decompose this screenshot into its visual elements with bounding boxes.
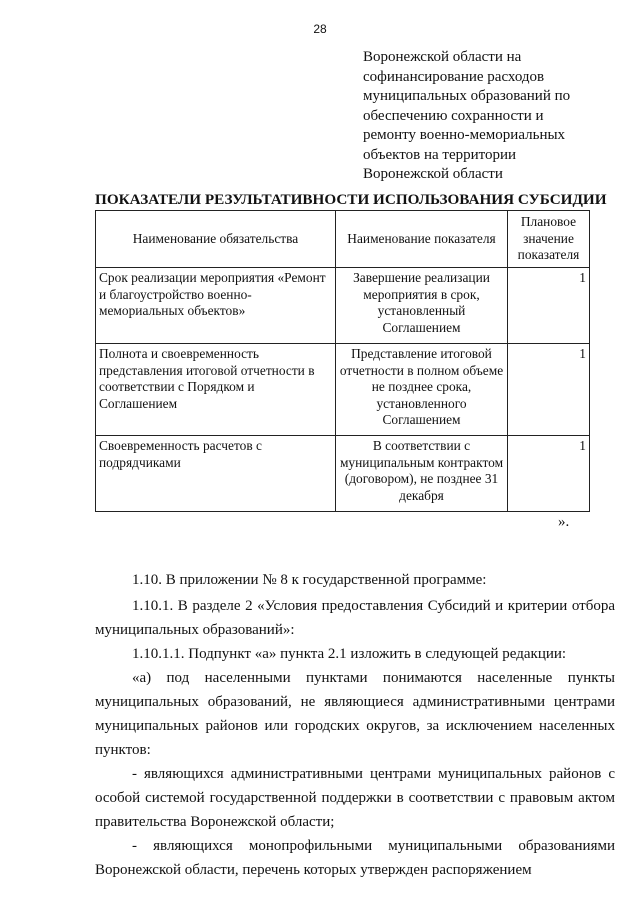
table-row	[96, 436, 590, 512]
obligation-cell: Своевременность расчетов с подрядчиками	[96, 436, 336, 512]
paragraph: 1.10.1. В разделе 2 «Условия предоставления Субсидий и критерии отбора муниципальных образований»:	[95, 598, 615, 638]
appendix-header-note	[363, 48, 623, 185]
section-title: ПОКАЗАТЕЛИ РЕЗУЛЬТАТИВНОСТИ ИСПОЛЬЗОВАНИЯ СУБСИДИИ	[95, 191, 607, 208]
indicator-cell: В соответствии с муниципальным контрактом (договором), не позднее 31 декабря	[336, 436, 508, 512]
paragraph: - являющихся монопрофильными муниципальными образованиями Воронежской области, перечень которых утвержден распоряжением	[95, 838, 615, 878]
column-header-indicator: Наименование показателя	[336, 211, 508, 268]
column-header-obligation: Наименование обязательства	[96, 211, 336, 268]
indicator-cell: Представление итоговой отчетности в полном объеме не позднее срока, установленного Соглашением	[336, 344, 508, 436]
header-note-line: обеспечению сохранности и	[363, 107, 544, 124]
header-note-line: софинансирование расходов	[363, 68, 545, 85]
paragraph: 1.10. В приложении № 8 к государственной программе:	[132, 572, 487, 588]
table-header-row	[96, 211, 590, 268]
header-note-line: Воронежской области на	[363, 49, 522, 65]
closing-quote: ».	[558, 514, 570, 530]
planned-value-cell: 1	[508, 344, 590, 436]
table-row	[96, 344, 590, 436]
paragraph: - являющихся административными центрами муниципальных районов с особой системой государственной поддержки в соответствии с правовым актом правительства Воронежской области;	[95, 766, 615, 830]
obligation-cell: Полнота и своевременность представления итоговой отчетности в соответствии с Порядком и Соглашением	[96, 344, 336, 436]
header-note-line: Воронежской области	[363, 166, 503, 182]
paragraph: 1.10.1.1. Подпункт «а» пункта 2.1 изложить в следующей редакции:	[132, 646, 567, 662]
obligation-cell: Срок реализации мероприятия «Ремонт и благоустройство военно-мемориальных объектов»	[96, 268, 336, 344]
header-note-line: объектов на территории	[363, 146, 517, 163]
header-note-line: муниципальных образований по	[363, 88, 571, 104]
planned-value-cell: 1	[508, 268, 590, 344]
column-header-planned-value: Плановое значение показателя	[508, 211, 590, 268]
header-note-line: ремонту военно-мемориальных	[363, 127, 566, 143]
indicators-table	[95, 210, 590, 512]
body-text	[95, 568, 615, 882]
indicator-cell: Завершение реализации мероприятия в срок, установленный Соглашением	[336, 268, 508, 344]
planned-value-cell: 1	[508, 436, 590, 512]
table-row	[96, 268, 590, 344]
paragraph: «а) под населенными пунктами понимаются населенные пункты муниципальных образований, не являющиеся административными центрами муниципальных районов или городских округов, за исключением населенных пунктов:	[95, 670, 615, 758]
page-number: 28	[313, 22, 327, 36]
